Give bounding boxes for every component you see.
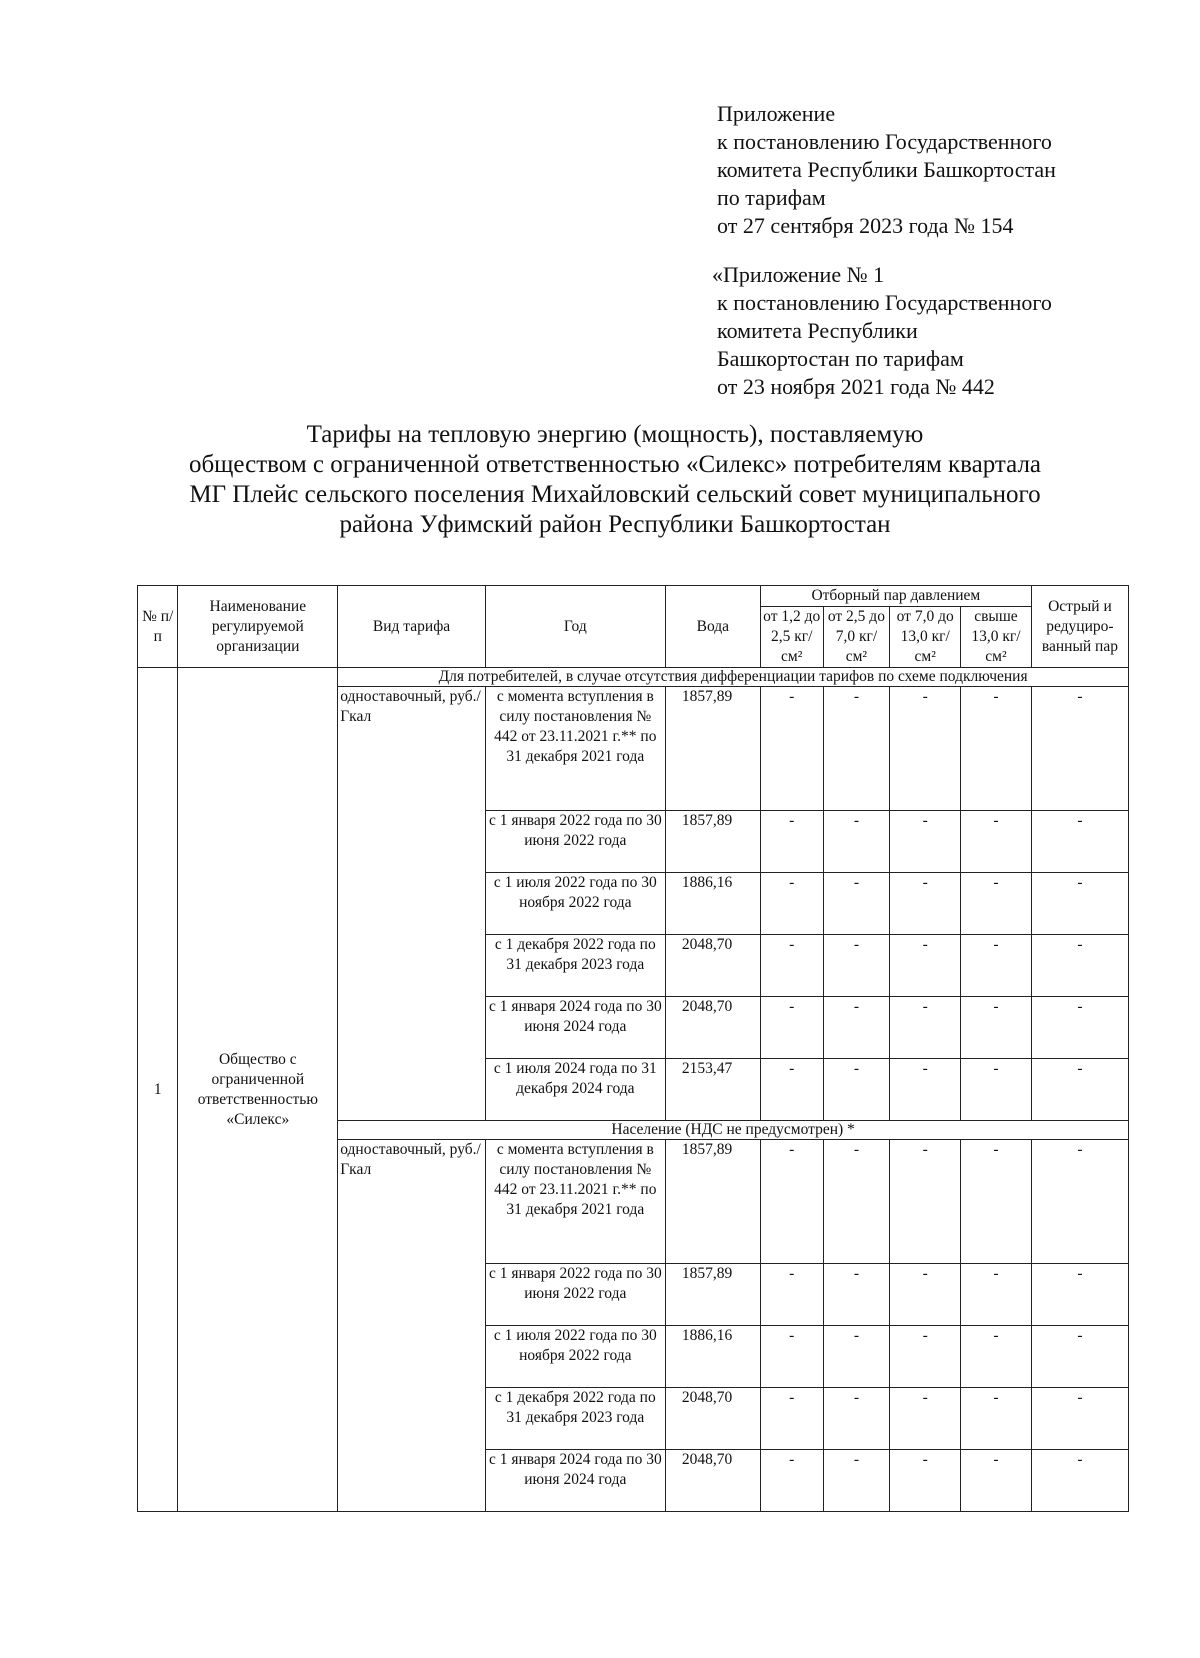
dash-cell: - [823,1450,890,1512]
period-cell: с момента вступления в силу постановления № 442 от 23.11.2021 г.** по 31 декабря 2021 года [485,1140,665,1264]
header-steam-group: Отборный пар давлением [760,586,1031,607]
organization-name: Общество с ограниченной ответственностью «Силекс» [178,668,338,1512]
dash-cell: - [890,935,961,997]
dash-cell: - [823,1140,890,1264]
dash-cell: - [760,811,823,873]
dash-cell: - [961,873,1032,935]
section-title: Население (НДС не предусмотрен) * [338,1121,1129,1140]
period-cell: с 1 декабря 2022 года по 31 декабря 2023 года [485,1388,665,1450]
dash-cell: - [760,1326,823,1388]
dash-cell: - [1031,1450,1128,1512]
annex-header [717,100,1137,240]
header-water: Вода [665,586,760,668]
period-cell: с момента вступления в силу постановления № 442 от 23.11.2021 г.** по 31 декабря 2021 года [485,687,665,811]
dash-cell: - [890,1059,961,1121]
annex-header-line: от 23 ноября 2021 года № 442 [717,374,995,399]
section-title: Для потребителей, в случае отсутствия дифференциации тарифов по схеме подключения [338,668,1129,687]
water-value: 2048,70 [665,997,760,1059]
water-value: 1857,89 [665,1264,760,1326]
water-value: 2048,70 [665,935,760,997]
annex-header-line: комитета Республики Башкортостан [717,157,1056,182]
dash-cell: - [1031,997,1128,1059]
dash-cell: - [1031,1264,1128,1326]
dash-cell: - [760,687,823,811]
dash-cell: - [760,1140,823,1264]
header-year: Год [485,586,665,668]
dash-cell: - [823,1388,890,1450]
annex-header-line: по тарифам [717,185,826,210]
header-steam-2: от 2,5 до 7,0 кг/см² [823,607,890,668]
dash-cell: - [961,997,1032,1059]
title-line: района Уфимский район Республики Башкортостан [339,511,891,538]
dash-cell: - [1031,1140,1128,1264]
period-cell: с 1 января 2024 года по 30 июня 2024 года [485,1450,665,1512]
tariff-type: одноставочный, руб./Гкал [338,687,486,1121]
dash-cell: - [961,1326,1032,1388]
dash-cell: - [760,935,823,997]
dash-cell: - [961,1388,1032,1450]
dash-cell: - [1031,935,1128,997]
water-value: 1886,16 [665,873,760,935]
dash-cell: - [961,1264,1032,1326]
dash-cell: - [961,1059,1032,1121]
dash-cell: - [760,1388,823,1450]
dash-cell: - [961,687,1032,811]
dash-cell: - [961,1450,1032,1512]
dash-cell: - [1031,873,1128,935]
title-line: МГ Плейс сельского поселения Михайловский сельский совет муниципального [189,481,1041,508]
water-value: 1886,16 [665,1326,760,1388]
dash-cell: - [823,873,890,935]
annex-header-line: к постановлению Государственного [717,129,1052,154]
period-cell: с 1 июля 2024 года по 31 декабря 2024 года [485,1059,665,1121]
water-value: 1857,89 [665,811,760,873]
annex-header-line: «Приложение № 1 [712,262,885,287]
header-steam-4: свыше 13,0 кг/см² [961,607,1032,668]
period-cell: с 1 января 2022 года по 30 июня 2022 года [485,811,665,873]
dash-cell: - [890,1450,961,1512]
annex-header-original [712,261,1132,401]
water-value: 2048,70 [665,1450,760,1512]
dash-cell: - [1031,1388,1128,1450]
tariff-type: одноставочный, руб./Гкал [338,1140,486,1512]
dash-cell: - [890,1264,961,1326]
water-value: 1857,89 [665,687,760,811]
dash-cell: - [760,1059,823,1121]
dash-cell: - [890,811,961,873]
dash-cell: - [823,1326,890,1388]
header-tariff-type: Вид тарифа [338,586,486,668]
dash-cell: - [1031,687,1128,811]
row-number: 1 [138,668,178,1512]
annex-header-line: от 27 сентября 2023 года № 154 [717,213,1014,238]
dash-cell: - [890,687,961,811]
water-value: 2153,47 [665,1059,760,1121]
tariff-table [137,585,1129,1512]
dash-cell: - [961,1140,1032,1264]
dash-cell: - [760,1264,823,1326]
dash-cell: - [1031,811,1128,873]
header-num: № п/п [138,586,178,668]
period-cell: с 1 января 2022 года по 30 июня 2022 года [485,1264,665,1326]
dash-cell: - [823,1264,890,1326]
dash-cell: - [760,997,823,1059]
water-value: 2048,70 [665,1388,760,1450]
dash-cell: - [1031,1326,1128,1388]
dash-cell: - [961,811,1032,873]
dash-cell: - [823,997,890,1059]
dash-cell: - [890,1388,961,1450]
dash-cell: - [823,935,890,997]
header-sharp-steam: Острый и редуциро-ванный пар [1031,586,1128,668]
annex-header-line: Приложение [717,101,836,126]
dash-cell: - [961,935,1032,997]
document-title [100,420,1130,540]
period-cell: с 1 января 2024 года по 30 июня 2024 года [485,997,665,1059]
period-cell: с 1 декабря 2022 года по 31 декабря 2023 года [485,935,665,997]
dash-cell: - [823,1059,890,1121]
period-cell: с 1 июля 2022 года по 30 ноября 2022 года [485,1326,665,1388]
dash-cell: - [890,1326,961,1388]
header-steam-3: от 7,0 до 13,0 кг/см² [890,607,961,668]
dash-cell: - [760,1450,823,1512]
title-line: Тарифы на тепловую энергию (мощность), поставляемую [306,421,924,448]
dash-cell: - [1031,1059,1128,1121]
annex-header-line: Башкортостан по тарифам [717,346,964,371]
dash-cell: - [890,997,961,1059]
dash-cell: - [823,687,890,811]
title-line: обществом с ограниченной ответственностью «Силекс» потребителям квартала [188,451,1042,478]
dash-cell: - [760,873,823,935]
water-value: 1857,89 [665,1140,760,1264]
period-cell: с 1 июля 2022 года по 30 ноября 2022 года [485,873,665,935]
header-steam-1: от 1,2 до 2,5 кг/см² [760,607,823,668]
annex-header-line: к постановлению Государственного [717,290,1052,315]
dash-cell: - [823,811,890,873]
header-organization: Наименование регулируемой организации [178,586,338,668]
annex-header-line: комитета Республики [717,318,918,343]
dash-cell: - [890,873,961,935]
dash-cell: - [890,1140,961,1264]
